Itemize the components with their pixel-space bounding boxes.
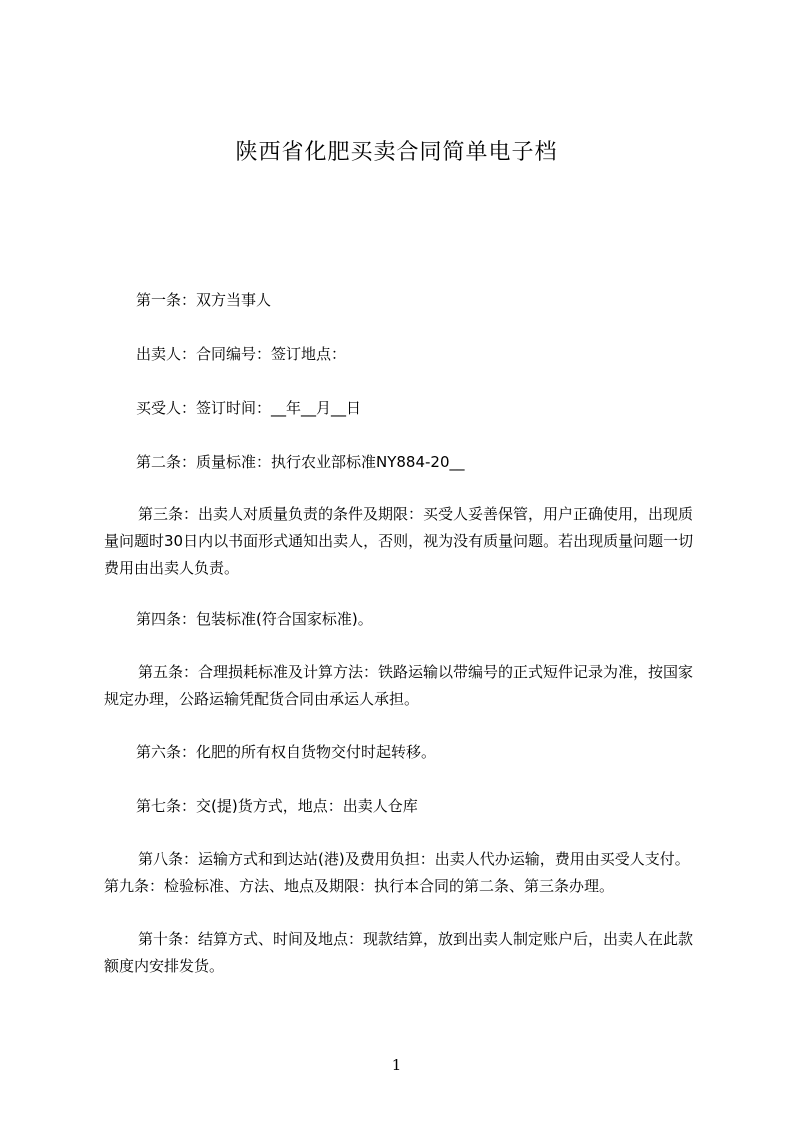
clause-5-loss-standard: 第五条：合理损耗标准及计算方法：铁路运输以带编号的正式短件记录为准，按国家规定办理，公路运输凭配货合同由承运人承担。 <box>104 663 694 708</box>
clause-7-delivery: 第七条：交(提)货方式，地点：出卖人仓库 <box>136 797 418 815</box>
clause-10-settlement: 第十条：结算方式、时间及地点：现款结算，放到出卖人制定账户后，出卖人在此款额度内安排发货。 <box>104 930 694 975</box>
clause-3-quality-responsibility: 第三条：出卖人对质量负责的条件及期限：买受人妥善保管，用户正确使用，出现质量问题时30日内以书面形式通知出卖人，否则，视为没有质量问题。若出现质量问题一切费用由出卖人负责。 <box>104 505 694 577</box>
clause-4-packaging: 第四条：包装标准(符合国家标准)。 <box>136 610 373 628</box>
clause-6-ownership: 第六条：化肥的所有权自货物交付时起转移。 <box>136 743 437 761</box>
page-number: 1 <box>391 1056 402 1074</box>
clause-2-quality-standard: 第二条：质量标准：执行农业部标准NY884-20__ <box>136 453 465 471</box>
clause-8-9-transport-inspection: 第八条：运输方式和到达站(港)及费用负担：出卖人代办运输，费用由买受人支付。第九条：检验标准、方法、地点及期限：执行本合同的第二条、第三条办理。 <box>104 850 690 895</box>
seller-line: 出卖人：合同编号：签订地点： <box>136 345 347 363</box>
buyer-line: 买受人：签订时间：__年__月__日 <box>136 399 362 417</box>
document-title: 陕西省化肥买卖合同简单电子档 <box>235 140 558 165</box>
clause-1-parties: 第一条：双方当事人 <box>136 291 272 309</box>
